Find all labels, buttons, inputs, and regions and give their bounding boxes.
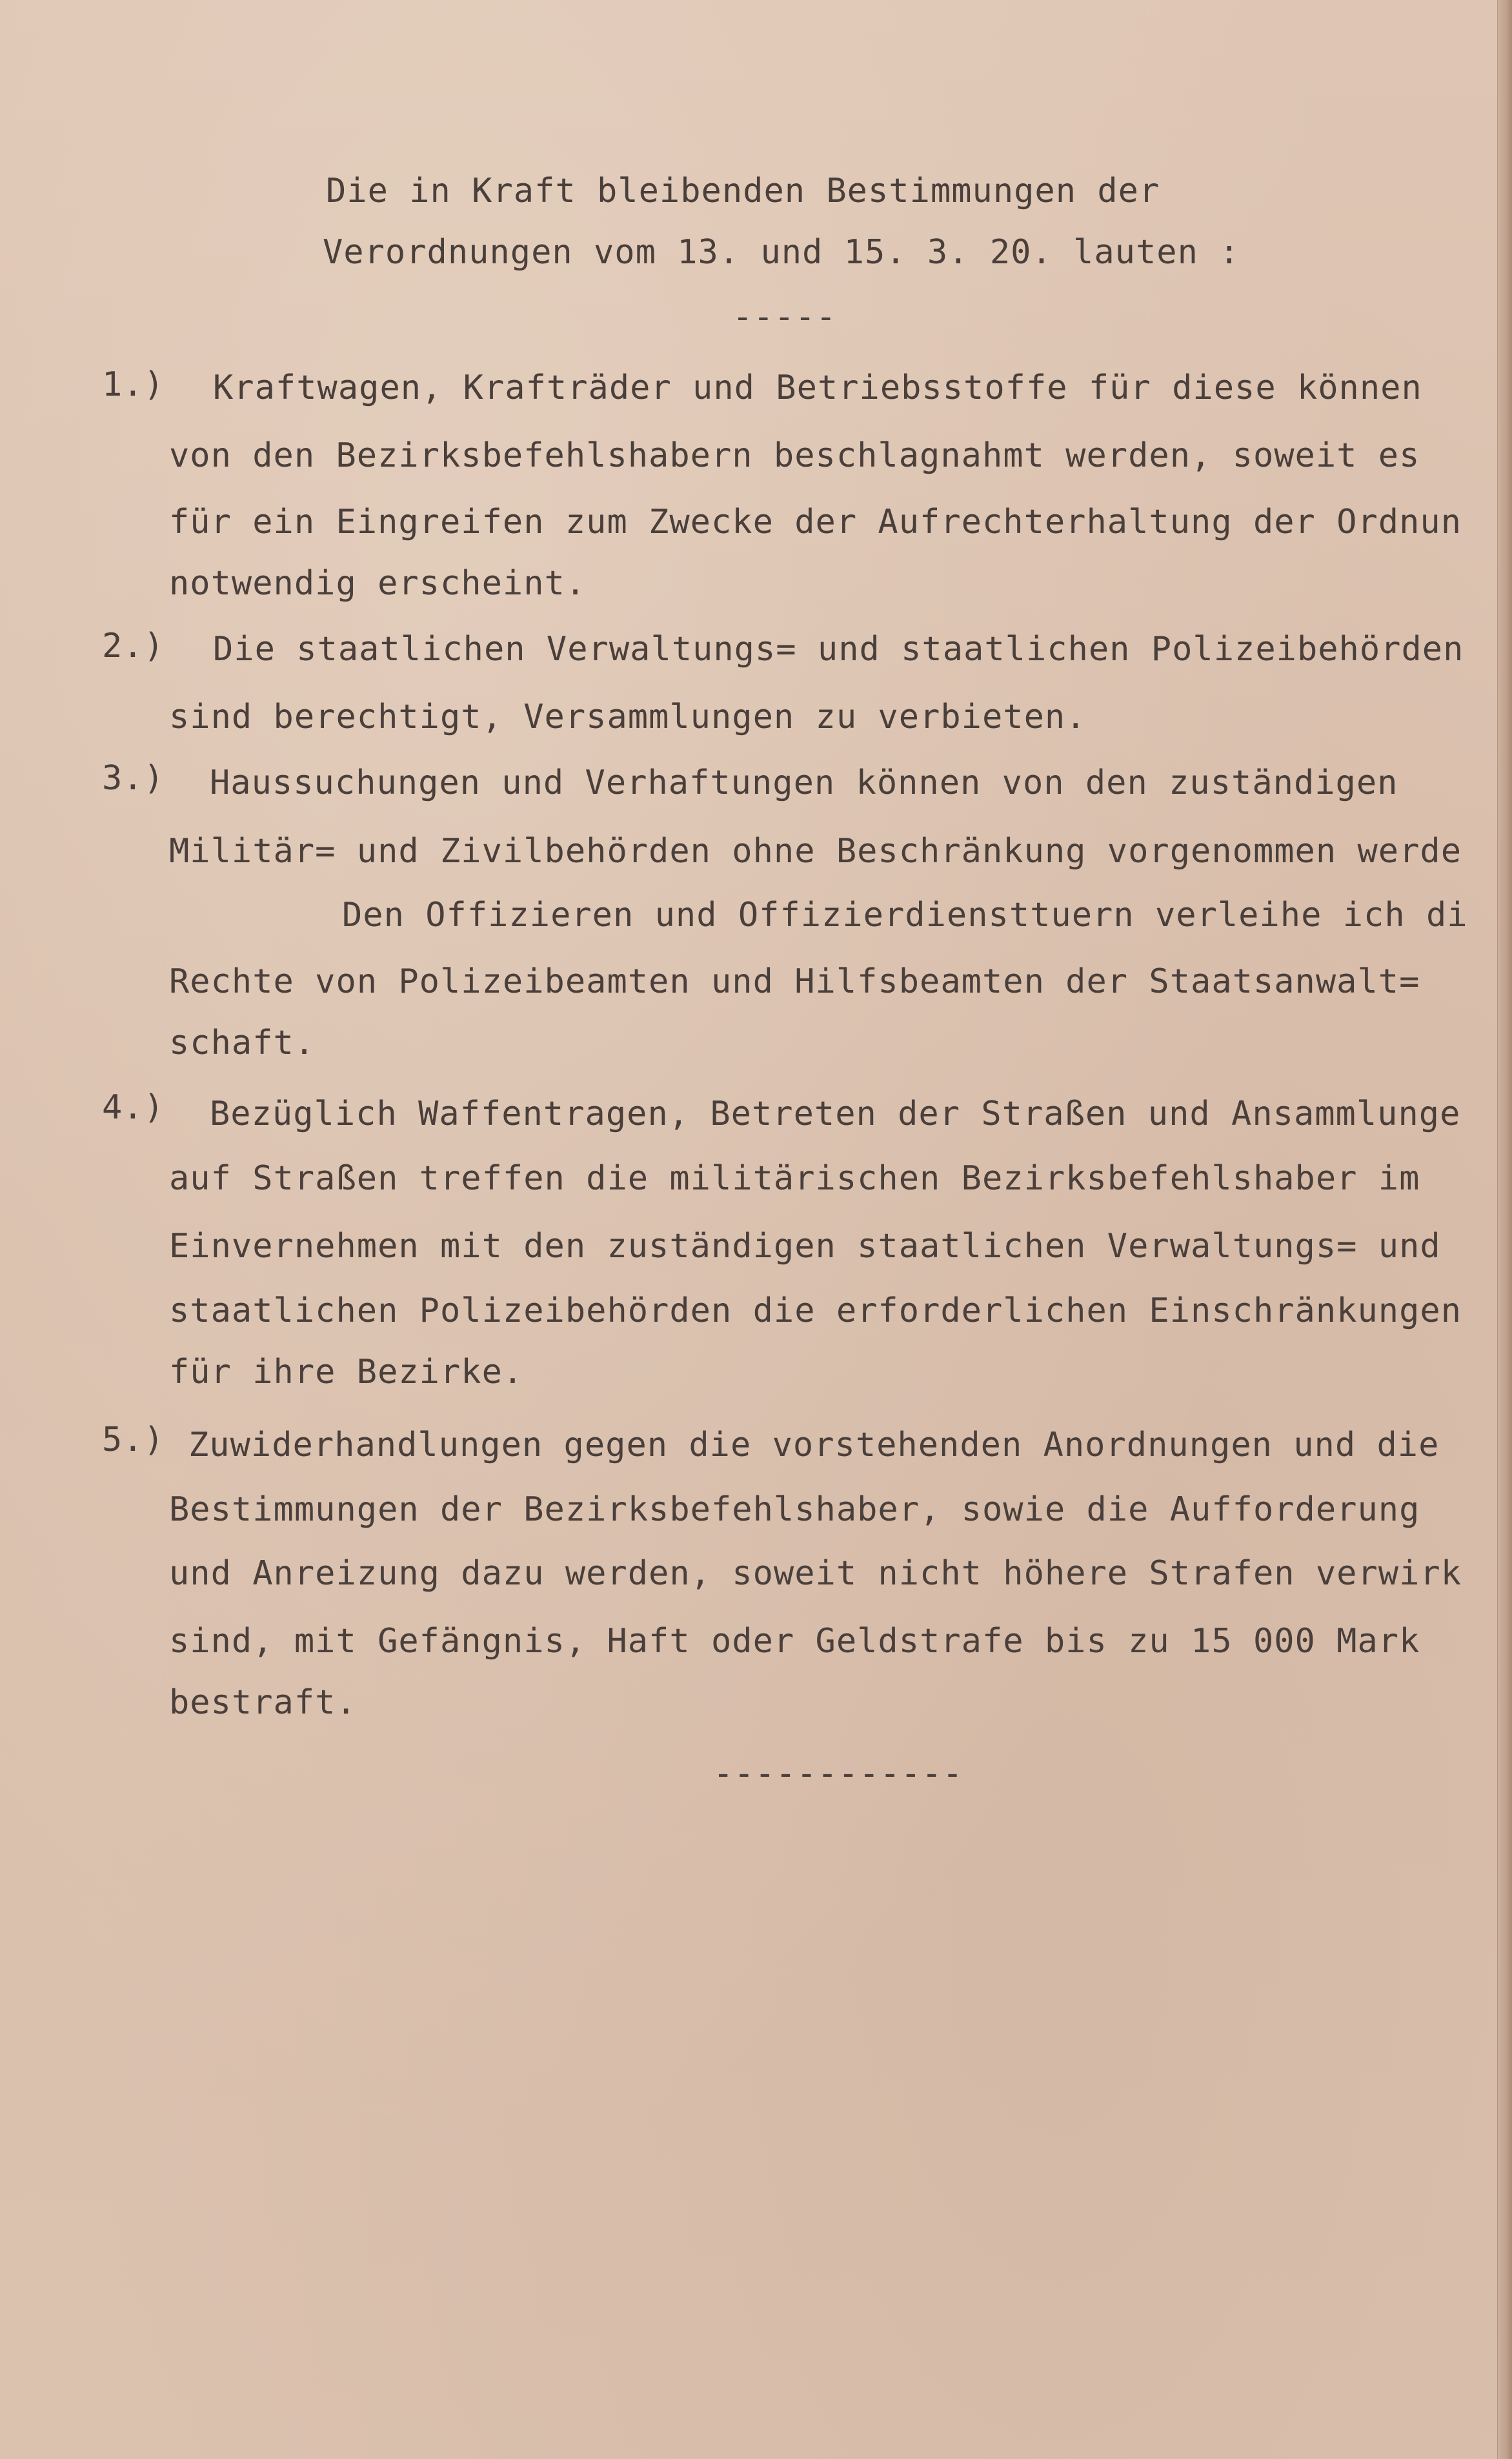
item-line: Bezüglich Waffentragen, Betreten der Straßen und Ansammlunge	[210, 1095, 1461, 1133]
document-title-line-1: Die in Kraft bleibenden Bestimmungen der	[326, 172, 1160, 210]
item-line: für ein Eingreifen zum Zwecke der Aufrechterhaltung der Ordnun	[169, 503, 1462, 541]
item-line: für ihre Bezirke.	[169, 1353, 524, 1391]
title-divider: -----	[732, 298, 837, 336]
item-line: Haussuchungen und Verhaftungen können von den zuständigen	[210, 764, 1398, 802]
item-line: notwendig erscheint.	[169, 564, 587, 603]
item-line: und Anreizung dazu werden, soweit nicht höhere Strafen verwirk	[169, 1554, 1462, 1593]
item-line: staatlichen Polizeibehörden die erforderlichen Einschränkungen	[169, 1291, 1462, 1330]
item-line: auf Straßen treffen die militärischen Bezirksbefehlshaber im	[169, 1159, 1420, 1198]
closing-divider: ------------	[713, 1754, 963, 1793]
item-line: bestraft.	[169, 1683, 357, 1722]
item-line: schaft.	[169, 1024, 316, 1062]
item-line: sind, mit Gefängnis, Haft oder Geldstrafe bis zu 15 000 Mark	[169, 1622, 1420, 1661]
item-number: 3.)	[102, 759, 165, 798]
item-line: Militär= und Zivilbehörden ohne Beschränkung vorgenommen werde	[169, 832, 1462, 871]
item-line: Bestimmungen der Bezirksbefehlshaber, sowie die Aufforderung	[169, 1490, 1420, 1529]
item-line: Rechte von Polizeibeamten und Hilfsbeamten der Staatsanwalt=	[169, 962, 1420, 1001]
item-line: von den Bezirksbefehlshabern beschlagnahmt werden, soweit es	[169, 436, 1420, 475]
item-number: 5.)	[102, 1421, 165, 1459]
item-line: Einvernehmen mit den zuständigen staatlichen Verwaltungs= und	[169, 1227, 1441, 1266]
page-right-edge	[1498, 0, 1512, 2459]
item-line: Den Offizieren und Offizierdiensttuern verleihe ich di	[342, 896, 1468, 935]
item-line: Zuwiderhandlungen gegen die vorstehenden Anordnungen und die	[188, 1426, 1440, 1464]
item-line: Die staatlichen Verwaltungs= und staatlichen Polizeibehörden	[213, 630, 1464, 669]
item-line: sind berechtigt, Versammlungen zu verbieten.	[169, 698, 1087, 736]
item-number: 2.)	[102, 627, 165, 665]
item-number: 1.)	[102, 365, 165, 404]
item-line: Kraftwagen, Krafträder und Betriebsstoffe für diese können	[213, 369, 1422, 407]
item-number: 4.)	[102, 1088, 165, 1127]
document-title-line-2: Verordnungen vom 13. und 15. 3. 20. lauten :	[323, 233, 1240, 272]
